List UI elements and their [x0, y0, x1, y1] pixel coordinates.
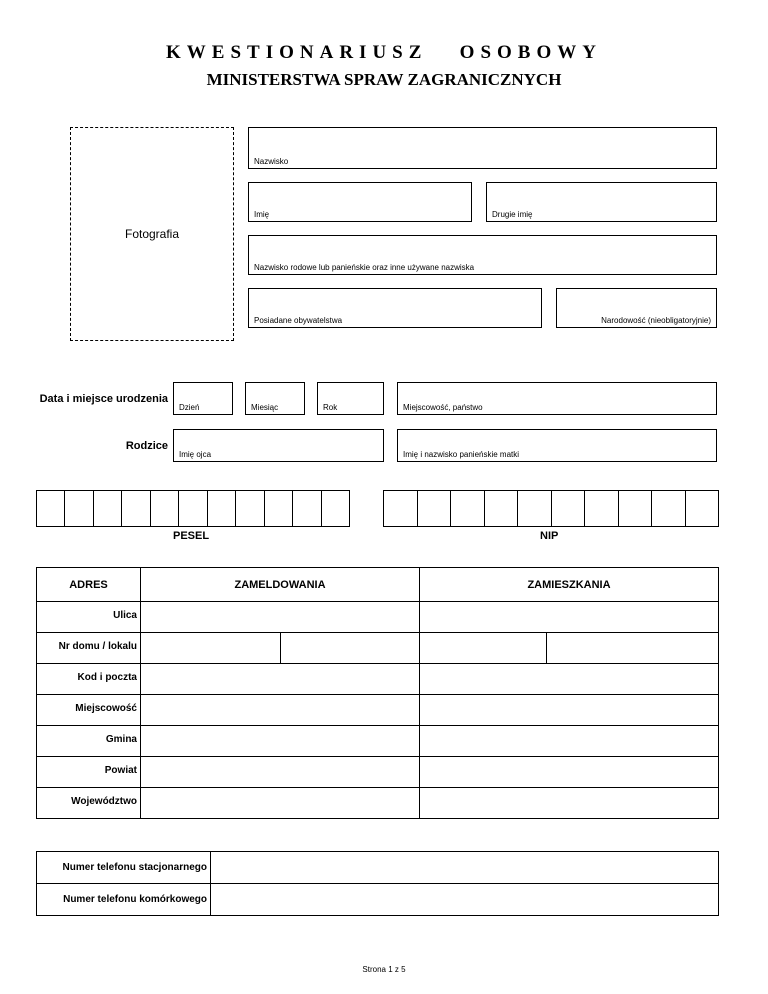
- landline-label: Numer telefonu stacjonarnego: [37, 852, 211, 884]
- address-row-label: Ulica: [37, 602, 141, 633]
- nip-digit[interactable]: [618, 491, 652, 526]
- birth-place-caption: Miejscowość, państwo: [403, 403, 483, 412]
- address-col-residence: ZAMIESZKANIA: [420, 568, 719, 602]
- residence-city-input[interactable]: [420, 695, 719, 726]
- nip-digit[interactable]: [651, 491, 685, 526]
- mobile-input[interactable]: [211, 884, 719, 916]
- form-title: KWESTIONARIUSZ OSOBOWY: [166, 42, 602, 63]
- address-row-label: Kod i poczta: [37, 664, 141, 695]
- surname-caption: Nazwisko: [254, 157, 289, 166]
- pesel-digit[interactable]: [121, 491, 149, 526]
- address-row-label: Gmina: [37, 726, 141, 757]
- mobile-label: Numer telefonu komórkowego: [37, 884, 211, 916]
- registered-flat-input[interactable]: [281, 633, 420, 664]
- landline-input[interactable]: [211, 852, 719, 884]
- maiden-name-caption: Nazwisko rodowe lub panieńskie oraz inne używane nazwiska: [254, 263, 475, 272]
- pesel-digit[interactable]: [93, 491, 121, 526]
- pesel-digit[interactable]: [150, 491, 178, 526]
- nip-digit[interactable]: [685, 491, 719, 526]
- page-number: Strona 1 z 5: [362, 965, 406, 974]
- birth-month-field[interactable]: [245, 382, 305, 415]
- pesel-label: PESEL: [173, 530, 210, 542]
- birth-label: Data i miejsce urodzenia: [39, 393, 168, 405]
- address-row-city: [37, 695, 719, 726]
- pesel-digit[interactable]: [264, 491, 292, 526]
- first-name-caption: Imię: [254, 210, 270, 219]
- photo-label: Fotografia: [124, 227, 180, 241]
- first-name-field[interactable]: [248, 182, 472, 222]
- address-row-house: [37, 633, 719, 664]
- nip-label: NIP: [540, 530, 559, 542]
- birth-day-field[interactable]: [173, 382, 233, 415]
- parents-label: Rodzice: [125, 440, 168, 452]
- address-header-row: [37, 568, 719, 602]
- address-table: [36, 567, 719, 819]
- second-name-field[interactable]: [486, 182, 717, 222]
- registered-street-input[interactable]: [141, 602, 420, 633]
- phone-row-landline: [37, 852, 719, 884]
- pesel-digit[interactable]: [207, 491, 235, 526]
- birth-month-caption: Miesiąc: [251, 403, 279, 412]
- residence-commune-input[interactable]: [420, 726, 719, 757]
- address-row-commune: [37, 726, 719, 757]
- registered-city-input[interactable]: [141, 695, 420, 726]
- pesel-digit[interactable]: [321, 491, 349, 526]
- address-row-label: Województwo: [37, 788, 141, 819]
- residence-house-input[interactable]: [420, 633, 547, 664]
- address-row-label: Powiat: [37, 757, 141, 788]
- address-row-voivodeship: [37, 788, 719, 819]
- birth-place-field[interactable]: [397, 382, 717, 415]
- mother-name-field[interactable]: [397, 429, 717, 462]
- registered-house-input[interactable]: [141, 633, 281, 664]
- address-row-label: Miejscowość: [37, 695, 141, 726]
- registered-postal-input[interactable]: [141, 664, 420, 695]
- nip-digit[interactable]: [517, 491, 551, 526]
- registered-voivodeship-input[interactable]: [141, 788, 420, 819]
- phone-table: [36, 851, 719, 916]
- birth-day-caption: Dzień: [179, 403, 200, 412]
- nip-digit[interactable]: [584, 491, 618, 526]
- residence-street-input[interactable]: [420, 602, 719, 633]
- nip-digit[interactable]: [384, 491, 417, 526]
- address-row-street: [37, 602, 719, 633]
- nip-digit[interactable]: [450, 491, 484, 526]
- phone-row-mobile: [37, 884, 719, 916]
- residence-postal-input[interactable]: [420, 664, 719, 695]
- surname-field[interactable]: [248, 127, 717, 169]
- nip-digit[interactable]: [417, 491, 451, 526]
- maiden-name-field[interactable]: [248, 235, 717, 275]
- address-row-label: Nr domu / lokalu: [37, 633, 141, 664]
- nationality-field[interactable]: [556, 288, 717, 328]
- address-col-adres: ADRES: [37, 568, 141, 602]
- pesel-digit[interactable]: [292, 491, 320, 526]
- nip-digit[interactable]: [551, 491, 585, 526]
- address-row-county: [37, 757, 719, 788]
- registered-county-input[interactable]: [141, 757, 420, 788]
- mother-name-caption: Imię i nazwisko panieńskie matki: [403, 450, 520, 459]
- registered-commune-input[interactable]: [141, 726, 420, 757]
- nationality-caption: Narodowość (nieobligatoryjnie): [601, 316, 711, 325]
- residence-voivodeship-input[interactable]: [420, 788, 719, 819]
- birth-year-caption: Rok: [323, 403, 338, 412]
- nip-cells[interactable]: [383, 490, 719, 527]
- address-row-postal: [37, 664, 719, 695]
- citizenship-caption: Posiadane obywatelstwa: [254, 316, 343, 325]
- residence-county-input[interactable]: [420, 757, 719, 788]
- citizenship-field[interactable]: [248, 288, 542, 328]
- address-col-registered: ZAMELDOWANIA: [141, 568, 420, 602]
- pesel-digit[interactable]: [64, 491, 92, 526]
- pesel-digit[interactable]: [37, 491, 64, 526]
- pesel-digit[interactable]: [235, 491, 263, 526]
- form-subtitle: MINISTERSTWA SPRAW ZAGRANICZNYCH: [206, 70, 562, 89]
- residence-flat-input[interactable]: [547, 633, 719, 664]
- pesel-digit[interactable]: [178, 491, 206, 526]
- birth-year-field[interactable]: [317, 382, 384, 415]
- pesel-cells[interactable]: [36, 490, 350, 527]
- father-name-caption: Imię ojca: [179, 450, 212, 459]
- second-name-caption: Drugie imię: [492, 210, 533, 219]
- nip-digit[interactable]: [484, 491, 518, 526]
- father-name-field[interactable]: [173, 429, 384, 462]
